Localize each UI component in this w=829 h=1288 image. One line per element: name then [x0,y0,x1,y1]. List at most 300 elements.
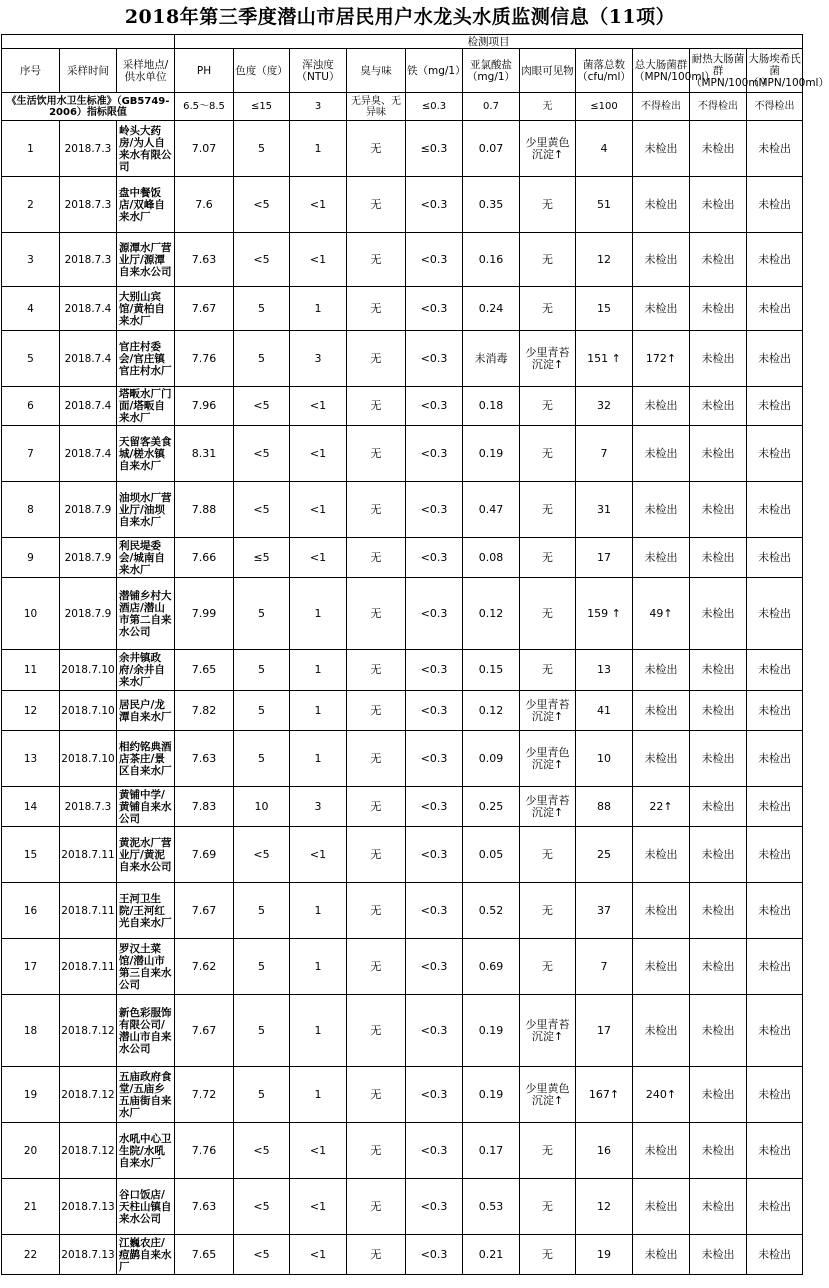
row-value: 13 [576,650,633,691]
header-item: 肉眼可见物 [520,49,576,93]
table-row [2,939,803,995]
row-value: <0.3 [406,1067,463,1123]
row-seq: 15 [2,827,60,883]
row-value: <0.3 [406,1235,463,1275]
row-value: 无 [347,287,406,331]
row-location: 大别山宾馆/黄柏自来水厂 [117,287,175,331]
row-seq: 5 [2,331,60,387]
row-seq: 20 [2,1123,60,1179]
row-date: 2018.7.3 [60,177,117,233]
table-row [2,731,803,787]
row-seq: 19 [2,1067,60,1123]
row-value: 未检出 [747,121,803,177]
row-seq: 12 [2,691,60,731]
row-value: 未检出 [747,287,803,331]
row-value: 无 [520,233,576,287]
row-value: 未检出 [633,121,690,177]
row-value: <5 [234,482,290,538]
row-seq: 16 [2,883,60,939]
row-value: 无 [347,883,406,939]
row-value: 7.07 [175,121,234,177]
row-value: <0.3 [406,387,463,426]
row-value: 未检出 [633,939,690,995]
standard-value: 3 [290,93,347,121]
row-value: 未检出 [747,939,803,995]
row-value: 未检出 [633,233,690,287]
row-value: 5 [234,121,290,177]
row-value: 10 [234,787,290,827]
row-value: 未检出 [747,233,803,287]
row-location: 王河卫生院/王河红光自来水厂 [117,883,175,939]
row-date: 2018.7.12 [60,1123,117,1179]
row-date: 2018.7.4 [60,331,117,387]
row-value: 7.65 [175,1235,234,1275]
row-location: 新色彩服饰有限公司/潜山市自来水公司 [117,995,175,1067]
table-row [2,387,803,426]
row-location: 盘中餐饭店/双峰自来水厂 [117,177,175,233]
row-value: 5 [234,939,290,995]
row-value: 未消毒 [463,331,520,387]
row-date: 2018.7.13 [60,1179,117,1235]
row-value: 0.21 [463,1235,520,1275]
row-value: 7.63 [175,1179,234,1235]
header-item: 总大肠菌群（MPN/100ml） [633,49,690,93]
row-location: 余井镇政府/余井自来水厂 [117,650,175,691]
row-value: 未检出 [747,426,803,482]
row-date: 2018.7.13 [60,1235,117,1275]
row-value: 未检出 [690,578,747,650]
row-value: <1 [290,177,347,233]
row-value: <0.3 [406,939,463,995]
row-value: 未检出 [690,287,747,331]
row-value: 未检出 [633,1123,690,1179]
row-value: 7.99 [175,578,234,650]
row-location: 居民户/龙潭自来水厂 [117,691,175,731]
row-value: 无 [520,177,576,233]
row-date: 2018.7.12 [60,1067,117,1123]
row-value: <0.3 [406,731,463,787]
row-value: 3 [290,787,347,827]
row-value: 1 [290,578,347,650]
row-value: 未检出 [747,578,803,650]
row-value: 未检出 [633,650,690,691]
row-value: 无 [520,287,576,331]
row-value: 无 [520,650,576,691]
row-value: 少里青苔沉淀↑ [520,787,576,827]
row-date: 2018.7.4 [60,426,117,482]
standard-value: ≤15 [234,93,290,121]
row-value: 无 [520,1235,576,1275]
row-value: 未检出 [633,426,690,482]
row-value: 15 [576,287,633,331]
row-value: 未检出 [633,387,690,426]
row-value: 无 [347,691,406,731]
row-value: 19 [576,1235,633,1275]
row-value: 未检出 [747,538,803,578]
row-value: 未检出 [747,995,803,1067]
row-value: <1 [290,1123,347,1179]
row-value: 未检出 [690,787,747,827]
row-value: ≤0.3 [406,121,463,177]
row-value: 无 [520,426,576,482]
row-value: <5 [234,1235,290,1275]
row-value: 25 [576,827,633,883]
row-seq: 11 [2,650,60,691]
row-seq: 2 [2,177,60,233]
row-value: 10 [576,731,633,787]
row-value: 未检出 [747,331,803,387]
row-value: 8.31 [175,426,234,482]
row-value: 无 [347,995,406,1067]
row-value: 7.67 [175,883,234,939]
row-value: <5 [234,1123,290,1179]
row-location: 官庄村委会/官庄镇官庄村水厂 [117,331,175,387]
row-date: 2018.7.11 [60,827,117,883]
row-location: 利民堤委会/城南自来水厂 [117,538,175,578]
row-value: 未检出 [747,1123,803,1179]
row-value: 7.63 [175,731,234,787]
row-value: 无 [520,482,576,538]
row-value: <1 [290,387,347,426]
header-item: 大肠埃希氏菌（MPN/100ml） [747,49,803,93]
row-value: 未检出 [633,883,690,939]
row-value: 0.12 [463,578,520,650]
row-value: 无 [347,331,406,387]
row-value: 37 [576,883,633,939]
table-row [2,1123,803,1179]
row-value: 31 [576,482,633,538]
standard-value: 无异臭、无异味 [347,93,406,121]
table-row [2,995,803,1067]
row-value: 7.62 [175,939,234,995]
table-row [2,121,803,177]
row-value: 未检出 [747,482,803,538]
row-value: 无 [520,827,576,883]
row-value: 少里青苔沉淀↑ [520,331,576,387]
row-value: ≤5 [234,538,290,578]
water-quality-table [1,34,829,1275]
row-location: 黄泥水厂营业厅/黄泥自来水公司 [117,827,175,883]
row-value: 未检出 [747,177,803,233]
standard-value: 6.5～8.5 [175,93,234,121]
table-row [2,233,803,287]
row-value: 未检出 [690,1123,747,1179]
row-value: 未检出 [690,883,747,939]
header-item: 亚氯酸盐（mg/1） [463,49,520,93]
row-value: 0.15 [463,650,520,691]
row-value: 1 [290,995,347,1067]
row-value: 未检出 [633,482,690,538]
row-value: <0.3 [406,1123,463,1179]
row-location: 塔畈水厂门面/塔畈自来水厂 [117,387,175,426]
row-value: 7.72 [175,1067,234,1123]
row-value: 未检出 [747,883,803,939]
row-date: 2018.7.3 [60,787,117,827]
row-value: 未检出 [690,827,747,883]
row-value: 无 [347,177,406,233]
row-seq: 22 [2,1235,60,1275]
row-value: 5 [234,287,290,331]
table-row [2,177,803,233]
row-value: 无 [347,650,406,691]
row-seq: 13 [2,731,60,787]
row-date: 2018.7.10 [60,691,117,731]
row-value: 少里黄色沉淀↑ [520,121,576,177]
row-value: 7.63 [175,233,234,287]
page-title: 2018年第三季度潜山市居民用户水龙头水质监测信息（11项） [124,6,676,28]
row-value: 无 [347,1123,406,1179]
header-date: 采样时间 [60,49,117,93]
row-value: <0.3 [406,177,463,233]
row-value: <0.3 [406,787,463,827]
row-value: 7 [576,426,633,482]
row-value: 7.96 [175,387,234,426]
row-value: 32 [576,387,633,426]
row-value: 5 [234,650,290,691]
row-value: 5 [234,691,290,731]
row-value: 未检出 [690,387,747,426]
header-item: 色度（度） [234,49,290,93]
table-row [2,287,803,331]
row-value: <1 [290,1235,347,1275]
standard-value: 不得检出 [747,93,803,121]
row-value: 未检出 [690,939,747,995]
row-value: 12 [576,233,633,287]
row-date: 2018.7.3 [60,233,117,287]
row-date: 2018.7.12 [60,995,117,1067]
row-value: 49↑ [633,578,690,650]
row-seq: 21 [2,1179,60,1235]
table-row [2,827,803,883]
standard-value: 无 [520,93,576,121]
row-value: 1 [290,691,347,731]
row-value: <0.3 [406,995,463,1067]
row-value: 1 [290,287,347,331]
row-value: 0.47 [463,482,520,538]
row-value: 未检出 [690,1179,747,1235]
row-value: 167↑ [576,1067,633,1123]
row-value: 5 [234,331,290,387]
row-seq: 3 [2,233,60,287]
row-date: 2018.7.4 [60,287,117,331]
row-value: 未检出 [633,177,690,233]
table-row [2,426,803,482]
row-value: 0.12 [463,691,520,731]
row-value: 无 [520,1179,576,1235]
row-value: 无 [520,1123,576,1179]
row-value: 少里青苔沉淀↑ [520,691,576,731]
row-value: <0.3 [406,331,463,387]
row-value: 未检出 [633,691,690,731]
row-value: <1 [290,482,347,538]
row-value: 未检出 [690,482,747,538]
row-value: <0.3 [406,233,463,287]
row-value: 0.52 [463,883,520,939]
header-blank [2,35,175,49]
row-value: 5 [234,995,290,1067]
row-seq: 9 [2,538,60,578]
row-location: 水吼中心卫生院/水吼自来水厂 [117,1123,175,1179]
row-value: 未检出 [633,287,690,331]
row-value: 无 [347,482,406,538]
row-value: 少里青色沉淀↑ [520,731,576,787]
row-value: 无 [520,939,576,995]
row-location: 源潭水厂营业厅/源潭自来水公司 [117,233,175,287]
row-value: 240↑ [633,1067,690,1123]
row-value: 无 [520,538,576,578]
row-location: 黄铺中学/黄铺自来水公司 [117,787,175,827]
row-date: 2018.7.3 [60,121,117,177]
row-value: 少里黄色沉淀↑ [520,1067,576,1123]
row-value: 未检出 [633,538,690,578]
row-value: <1 [290,233,347,287]
row-value: 无 [520,578,576,650]
row-value: <0.3 [406,650,463,691]
row-seq: 8 [2,482,60,538]
row-location: 相约铭典酒店茶庄/景区自来水厂 [117,731,175,787]
table-row [2,1067,803,1123]
row-value: 7.6 [175,177,234,233]
row-value: 无 [347,387,406,426]
row-value: 7 [576,939,633,995]
row-value: 7.76 [175,1123,234,1179]
row-seq: 6 [2,387,60,426]
row-value: <1 [290,827,347,883]
row-value: 7.76 [175,331,234,387]
row-value: 7.88 [175,482,234,538]
row-value: 12 [576,1179,633,1235]
row-date: 2018.7.10 [60,731,117,787]
row-date: 2018.7.4 [60,387,117,426]
row-value: <1 [290,1179,347,1235]
row-value: 未检出 [690,538,747,578]
row-value: 0.08 [463,538,520,578]
row-value: 未检出 [690,233,747,287]
row-value: 1 [290,1067,347,1123]
row-value: 1 [290,731,347,787]
row-value: 7.67 [175,287,234,331]
row-value: 17 [576,538,633,578]
header-item: 铁（mg/1） [406,49,463,93]
header-item: 菌落总数（cfu/ml） [576,49,633,93]
header-item: 臭与味 [347,49,406,93]
standard-label: 《生活饮用水卫生标准》（GB5749-2006）指标限值 [2,93,175,121]
table-row [2,787,803,827]
row-value: 无 [347,827,406,883]
row-value: 无 [347,538,406,578]
row-value: 7.66 [175,538,234,578]
row-value: 未检出 [690,691,747,731]
row-date: 2018.7.11 [60,883,117,939]
row-value: 无 [347,939,406,995]
row-location: 油坝水厂营业厅/油坝自来水厂 [117,482,175,538]
row-value: 未检出 [690,995,747,1067]
row-value: 0.19 [463,426,520,482]
row-value: 51 [576,177,633,233]
row-value: <5 [234,177,290,233]
table-row [2,691,803,731]
row-value: 未检出 [747,731,803,787]
row-value: 0.19 [463,995,520,1067]
row-value: <0.3 [406,883,463,939]
row-value: <0.3 [406,426,463,482]
row-value: 未检出 [690,426,747,482]
row-value: <0.3 [406,827,463,883]
row-seq: 17 [2,939,60,995]
row-value: 无 [347,578,406,650]
row-value: 1 [290,883,347,939]
row-value: 无 [347,1179,406,1235]
row-value: 未检出 [747,1179,803,1235]
row-value: 7.82 [175,691,234,731]
row-value: <0.3 [406,691,463,731]
row-value: 1 [290,121,347,177]
table-row [2,883,803,939]
row-value: 0.24 [463,287,520,331]
row-location: 潜铺乡村大酒店/潜山市第二自来水公司 [117,578,175,650]
row-date: 2018.7.10 [60,650,117,691]
row-seq: 10 [2,578,60,650]
row-value: 无 [347,731,406,787]
row-seq: 7 [2,426,60,482]
standard-value: 不得检出 [690,93,747,121]
row-value: 0.17 [463,1123,520,1179]
row-value: 7.69 [175,827,234,883]
row-value: 4 [576,121,633,177]
row-value: 无 [347,233,406,287]
row-date: 2018.7.9 [60,482,117,538]
row-date: 2018.7.11 [60,939,117,995]
row-value: 17 [576,995,633,1067]
row-value: 151 ↑ [576,331,633,387]
row-value: <0.3 [406,538,463,578]
header-item: PH [175,49,234,93]
row-value: 未检出 [690,1235,747,1275]
row-value: 7.65 [175,650,234,691]
row-value: 7.67 [175,995,234,1067]
row-value: 未检出 [690,1067,747,1123]
row-value: <5 [234,1179,290,1235]
row-value: 未检出 [633,1179,690,1235]
standard-value: 0.7 [463,93,520,121]
row-value: <5 [234,827,290,883]
row-value: 41 [576,691,633,731]
row-value: 未检出 [747,691,803,731]
row-value: 1 [290,939,347,995]
row-value: 无 [347,121,406,177]
row-location: 五庙政府食堂/五庙乡五庙街自来水厂 [117,1067,175,1123]
row-value: 159 ↑ [576,578,633,650]
row-date: 2018.7.9 [60,578,117,650]
row-value: 未检出 [747,650,803,691]
row-value: 无 [347,787,406,827]
row-value: 未检出 [690,650,747,691]
row-value: <5 [234,426,290,482]
row-value: 未检出 [747,1067,803,1123]
table-row [2,1235,803,1275]
group-header: 检测项目 [175,35,803,49]
row-value: 未检出 [633,731,690,787]
row-value: 未检出 [690,731,747,787]
row-location: 罗汉土菜馆/潜山市第三自来水公司 [117,939,175,995]
row-value: 无 [520,387,576,426]
header-item: 耐热大肠菌群（MPN/100ml） [690,49,747,93]
header-seq: 序号 [2,49,60,93]
row-value: 未检出 [690,177,747,233]
standard-value: ≤0.3 [406,93,463,121]
standard-value: 不得检出 [633,93,690,121]
row-value: 未检出 [633,827,690,883]
